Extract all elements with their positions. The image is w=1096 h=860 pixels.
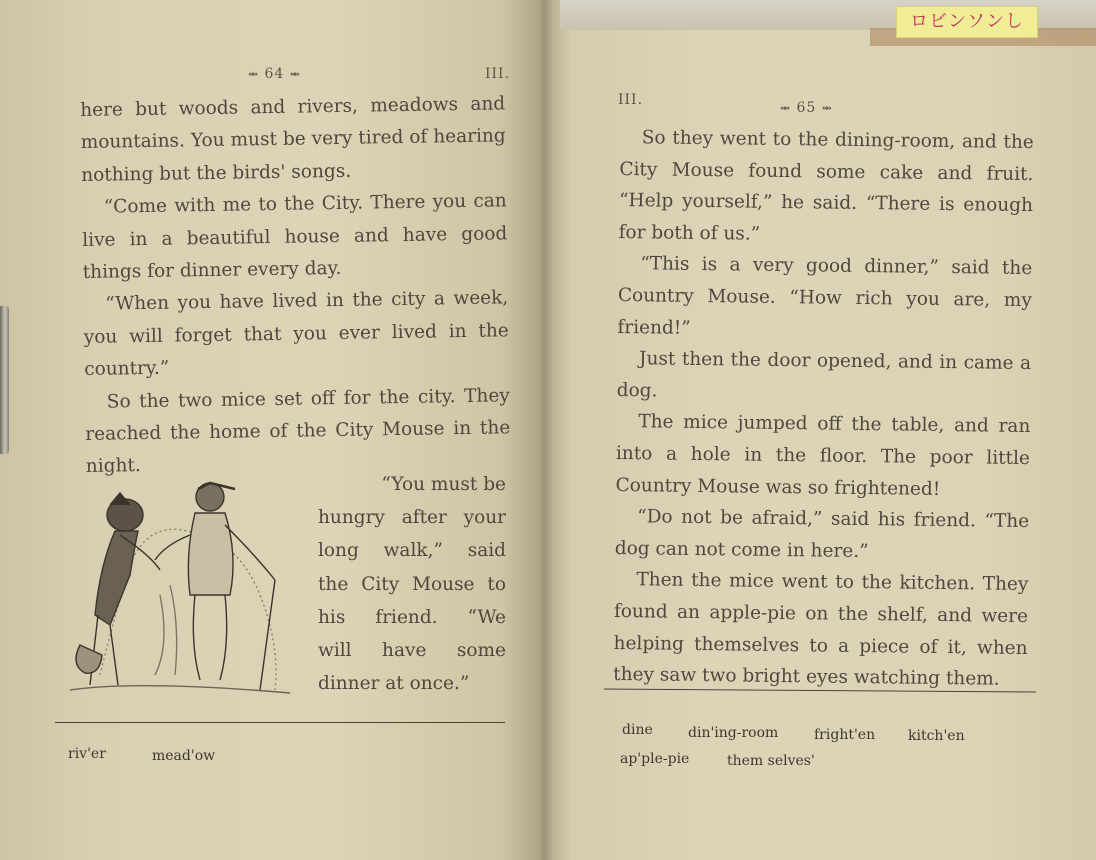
paragraph: “Do not be afraid,” said his friend. “The dog can not come in here.” <box>614 506 1030 562</box>
vocab-word: dine <box>622 722 653 738</box>
ornament-right-icon: ⥈ <box>289 67 301 81</box>
paragraph: “When you have lived in the city a week, you will forget that you ever lived in the country.” <box>83 287 509 381</box>
left-page-header <box>248 66 301 82</box>
right-page-number: 65 <box>796 100 817 116</box>
book-gutter <box>538 0 552 860</box>
paragraph: Then the mice went to the kitchen. They found an apple-pie on the shelf, and were helping themselves to a piece of it, when they saw two bright eyes watching them. <box>613 569 1029 690</box>
wrap-line: “You must be <box>381 474 506 495</box>
paragraph: “Come with me to the City. There you can live in a beautiful house and have good things for dinner every day. <box>82 190 508 284</box>
wrap-line: the City Mouse to <box>318 573 506 595</box>
wrap-line: his friend. “We <box>318 606 506 628</box>
ornament-right-icon: ⥈ <box>821 101 833 115</box>
wrapped-paragraph <box>318 468 506 700</box>
binder-clip <box>0 306 9 454</box>
vocab-word: kitch'en <box>908 728 965 744</box>
vocab-word: ap'ple-pie <box>620 751 690 767</box>
right-chapter-numeral: III. <box>618 92 644 108</box>
vocab-word: riv'er <box>68 746 106 762</box>
paragraph: Just then the door opened, and in came a dog. <box>616 348 1032 402</box>
vocab-word: fright'en <box>814 727 876 743</box>
left-chapter-numeral: III. <box>485 66 511 82</box>
tape-label: ロビンソンし <box>896 6 1038 38</box>
paragraph: So the two mice set off for the city. They reached the home of the City Mouse in the night. <box>85 384 511 478</box>
left-page-body <box>80 88 511 484</box>
wrap-line: dinner at once.” <box>318 673 470 695</box>
paragraph: “This is a very good dinner,” said the Country Mouse. “How rich you are, my friend!” <box>617 253 1033 339</box>
right-page-body <box>613 122 1034 696</box>
left-divider <box>55 722 505 723</box>
paragraph: The mice jumped off the table, and ran into a hole in the floor. The poor little Country Mouse was so frightened! <box>615 411 1031 500</box>
two-mice-illustration <box>60 475 300 705</box>
wrap-line: will have some <box>318 640 506 662</box>
right-page-header <box>780 100 833 116</box>
vocab-word: them selves' <box>727 753 815 769</box>
wrap-line: hungry after your <box>318 507 506 529</box>
vocab-word: mead'ow <box>152 748 216 764</box>
ornament-left-icon: ⥈ <box>780 101 792 115</box>
left-page-number: 64 <box>264 66 285 82</box>
paragraph: So they went to the dining-room, and the City Mouse found some cake and fruit. “Help yourself,” he said. “There is enough for both of us.” <box>618 127 1034 245</box>
wrap-line: long walk,” said <box>318 540 506 562</box>
ornament-left-icon: ⥈ <box>248 67 260 81</box>
paragraph: here but woods and rivers, meadows and mountains. You must be very tired of hearing nothing but the birds' songs. <box>80 93 506 186</box>
vocab-word: din'ing-room <box>688 725 779 741</box>
